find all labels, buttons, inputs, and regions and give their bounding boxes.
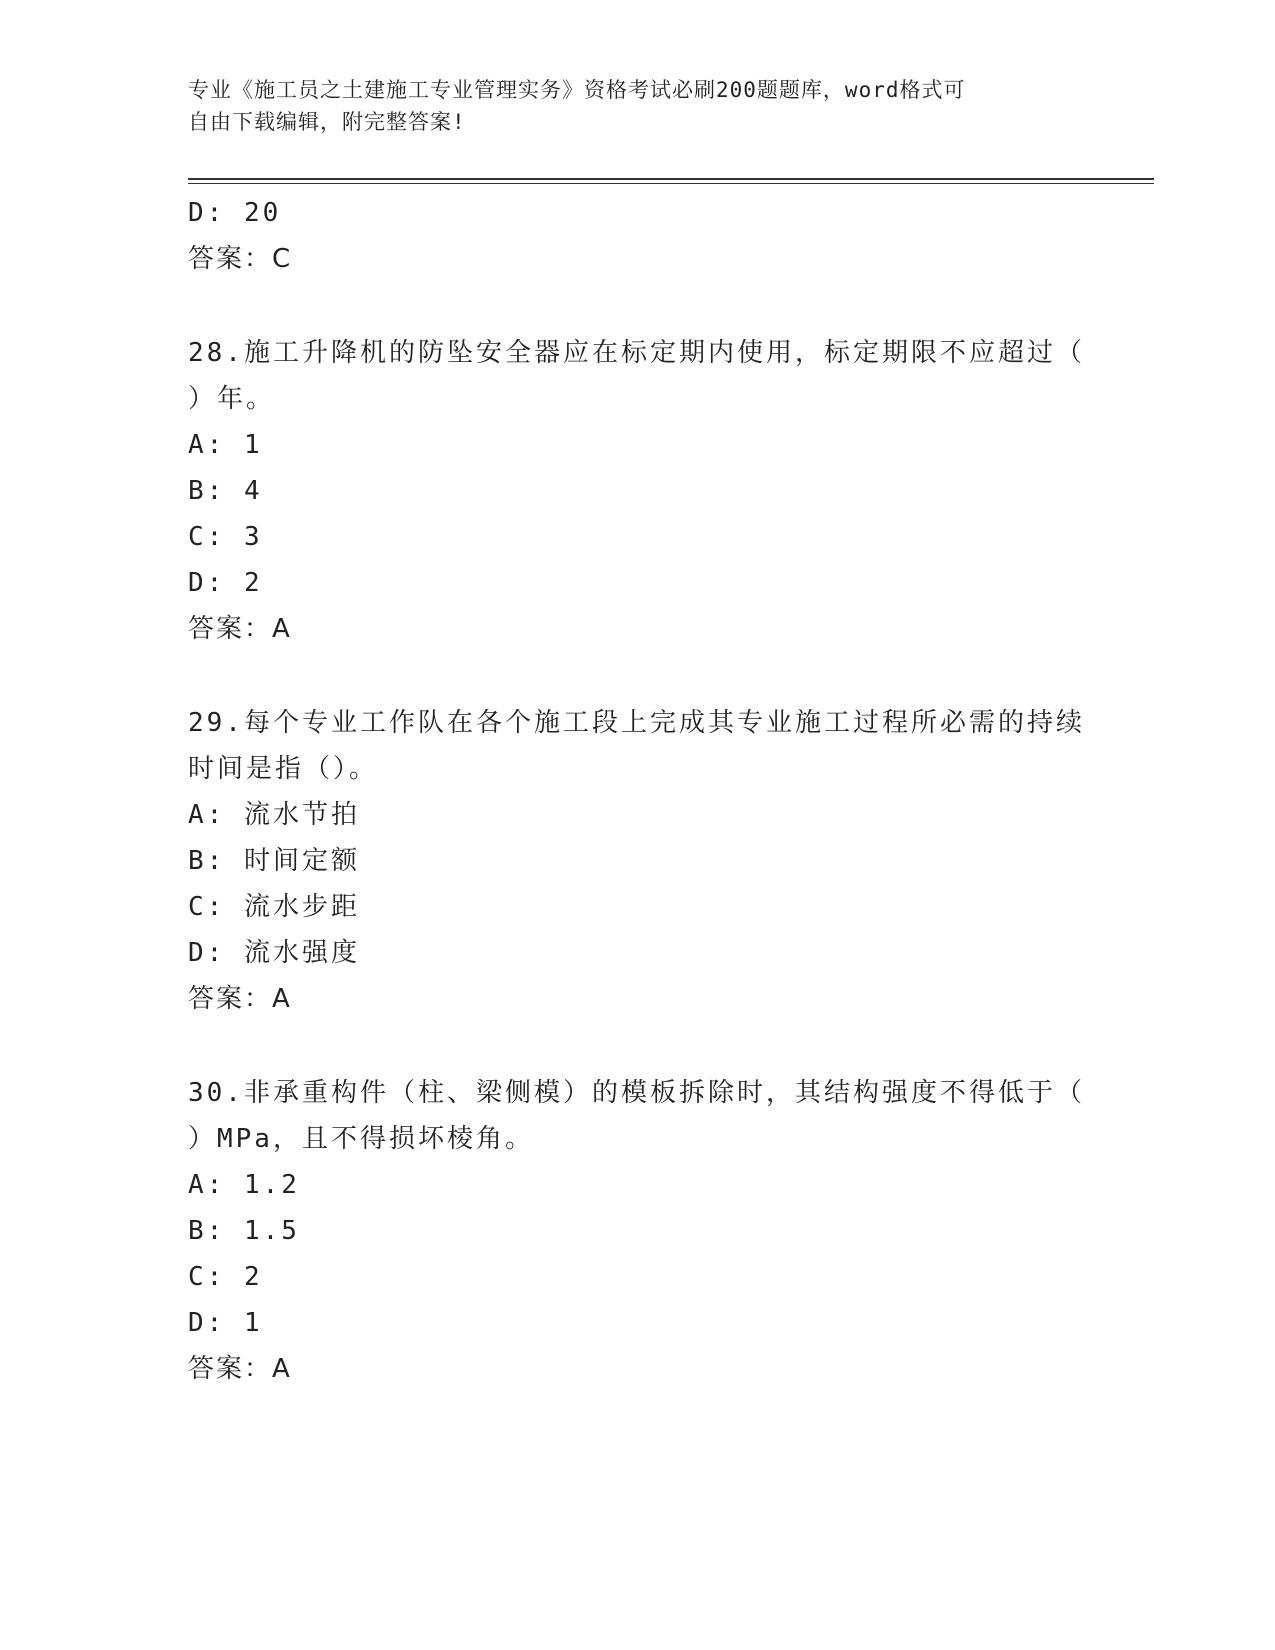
page-header — [188, 74, 1068, 138]
question-text — [188, 1070, 1088, 1162]
option-a: A: 1 — [188, 430, 263, 460]
option-c: C: 3 — [188, 522, 263, 552]
option-d: D: 1 — [188, 1308, 263, 1338]
previous-question-tail — [188, 190, 1088, 282]
question-text-line-1: 30.非承重构件（柱、梁侧模）的模板拆除时，其结构强度不得低于（ — [188, 1078, 1085, 1108]
question-28 — [188, 330, 1088, 652]
question-text — [188, 330, 1088, 422]
answer-label: 答案：A — [188, 984, 292, 1014]
option-a: A: 流水节拍 — [188, 800, 360, 830]
option-b: B: 4 — [188, 476, 263, 506]
header-rule-thick — [188, 178, 1154, 180]
answer-label: 答案：A — [188, 614, 292, 644]
option-d: D: 20 — [188, 198, 282, 228]
header-rule-thin — [188, 183, 1154, 184]
question-text-line-2: ）年。 — [188, 384, 276, 414]
answer-label: 答案：C — [188, 244, 293, 274]
option-c: C: 2 — [188, 1262, 263, 1292]
question-content — [188, 190, 1088, 1392]
question-text-line-1: 28.施工升降机的防坠安全器应在标定期内使用，标定期限不应超过（ — [188, 338, 1085, 368]
question-text-line-1: 29.每个专业工作队在各个施工段上完成其专业施工过程所必需的持续 — [188, 708, 1085, 738]
question-30 — [188, 1070, 1088, 1392]
option-d: D: 2 — [188, 568, 263, 598]
option-b: B: 1.5 — [188, 1216, 300, 1246]
option-c: C: 流水步距 — [188, 892, 360, 922]
question-text — [188, 700, 1088, 792]
header-title-line-1: 专业《施工员之土建施工专业管理实务》资格考试必刷200题题库，word格式可 — [188, 78, 966, 102]
question-29 — [188, 700, 1088, 1022]
answer-label: 答案：A — [188, 1354, 292, 1384]
question-text-line-2: ）MPa，且不得损坏棱角。 — [188, 1124, 534, 1154]
option-a: A: 1.2 — [188, 1170, 300, 1200]
option-b: B: 时间定额 — [188, 846, 360, 876]
question-text-line-2: 时间是指（）。 — [188, 754, 379, 784]
option-d: D: 流水强度 — [188, 938, 360, 968]
header-title-line-2: 自由下载编辑，附完整答案! — [188, 110, 466, 134]
